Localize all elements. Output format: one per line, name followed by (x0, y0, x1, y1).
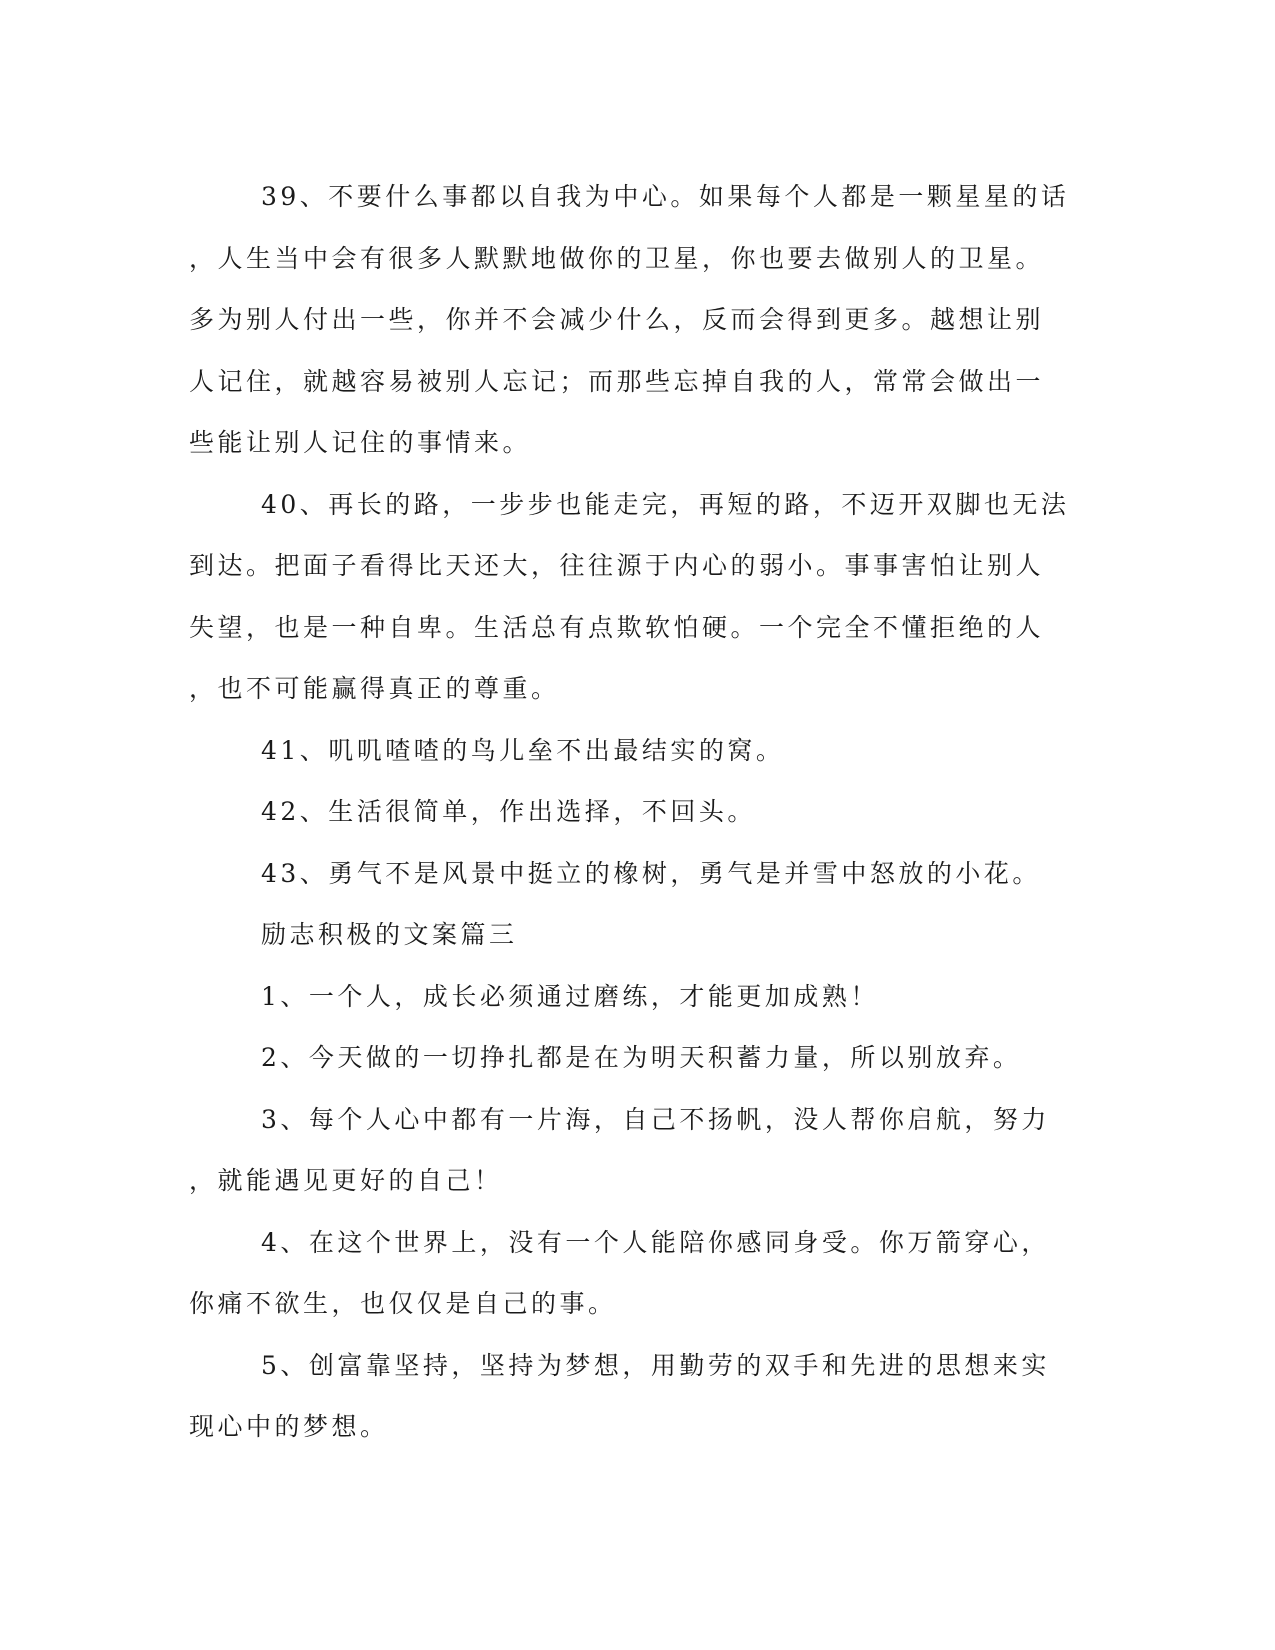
paragraph-43 (189, 843, 1069, 905)
section-heading-text: 励志积极的文案篇三 (261, 920, 518, 949)
paragraph-39 (189, 166, 1069, 474)
section-heading (189, 904, 1069, 966)
paragraph-41 (189, 720, 1069, 782)
paragraph-3 (189, 1089, 1069, 1212)
text-line: 39、不要什么事都以自我为中心。如果每个人都是一颗星星的话 (261, 182, 1070, 211)
paragraph-42 (189, 781, 1069, 843)
text-line: 现心中的梦想。 (189, 1412, 389, 1441)
text-line: 些能让别人记住的事情来。 (189, 428, 532, 457)
text-line: ，人生当中会有很多人默默地做你的卫星，你也要去做别人的卫星。 (189, 243, 1045, 273)
text-line: 多为别人付出一些，你并不会减少什么，反而会得到更多。越想让别 (189, 305, 1045, 334)
paragraph-1 (189, 966, 1069, 1028)
text-line: ，也不可能赢得真正的尊重。 (189, 674, 560, 703)
text-line: 人记住，就越容易被别人忘记；而那些忘掉自我的人，常常会做出一 (189, 366, 1045, 396)
text-line: 43、勇气不是风景中挺立的橡树，勇气是并雪中怒放的小花。 (261, 858, 1041, 888)
text-line: 失望，也是一种自卑。生活总有点欺软怕硬。一个完全不懂拒绝的人 (189, 612, 1045, 642)
text-line: 1、一个人，成长必须通过磨练，才能更加成熟！ (261, 981, 879, 1011)
text-line: 42、生活很简单，作出选择，不回头。 (261, 797, 756, 826)
text-line: 4、在这个世界上，没有一个人能陪你感同身受。你万箭穿心， (261, 1227, 1050, 1257)
text-line: 40、再长的路，一步步也能走完，再短的路，不迈开双脚也无法 (261, 489, 1070, 519)
text-line: 到达。把面子看得比天还大，往往源于内心的弱小。事事害怕让别人 (189, 551, 1045, 580)
text-line: 3、每个人心中都有一片海，自己不扬帆，没人帮你启航，努力 (261, 1104, 1050, 1134)
text-line: 2、今天做的一切挣扎都是在为明天积蓄力量，所以别放弃。 (261, 1043, 1022, 1072)
paragraph-4 (189, 1212, 1069, 1335)
paragraph-5 (189, 1335, 1069, 1458)
text-line: ，就能遇见更好的自己！ (189, 1166, 503, 1195)
paragraph-2 (189, 1027, 1069, 1089)
document-body (189, 166, 1069, 1458)
text-line: 5、创富靠坚持，坚持为梦想，用勤劳的双手和先进的思想来实 (261, 1350, 1050, 1380)
text-line: 41、叽叽喳喳的鸟儿垒不出最结实的窝。 (261, 735, 785, 765)
text-line: 你痛不欲生，也仅仅是自己的事。 (189, 1289, 617, 1318)
paragraph-40 (189, 474, 1069, 720)
